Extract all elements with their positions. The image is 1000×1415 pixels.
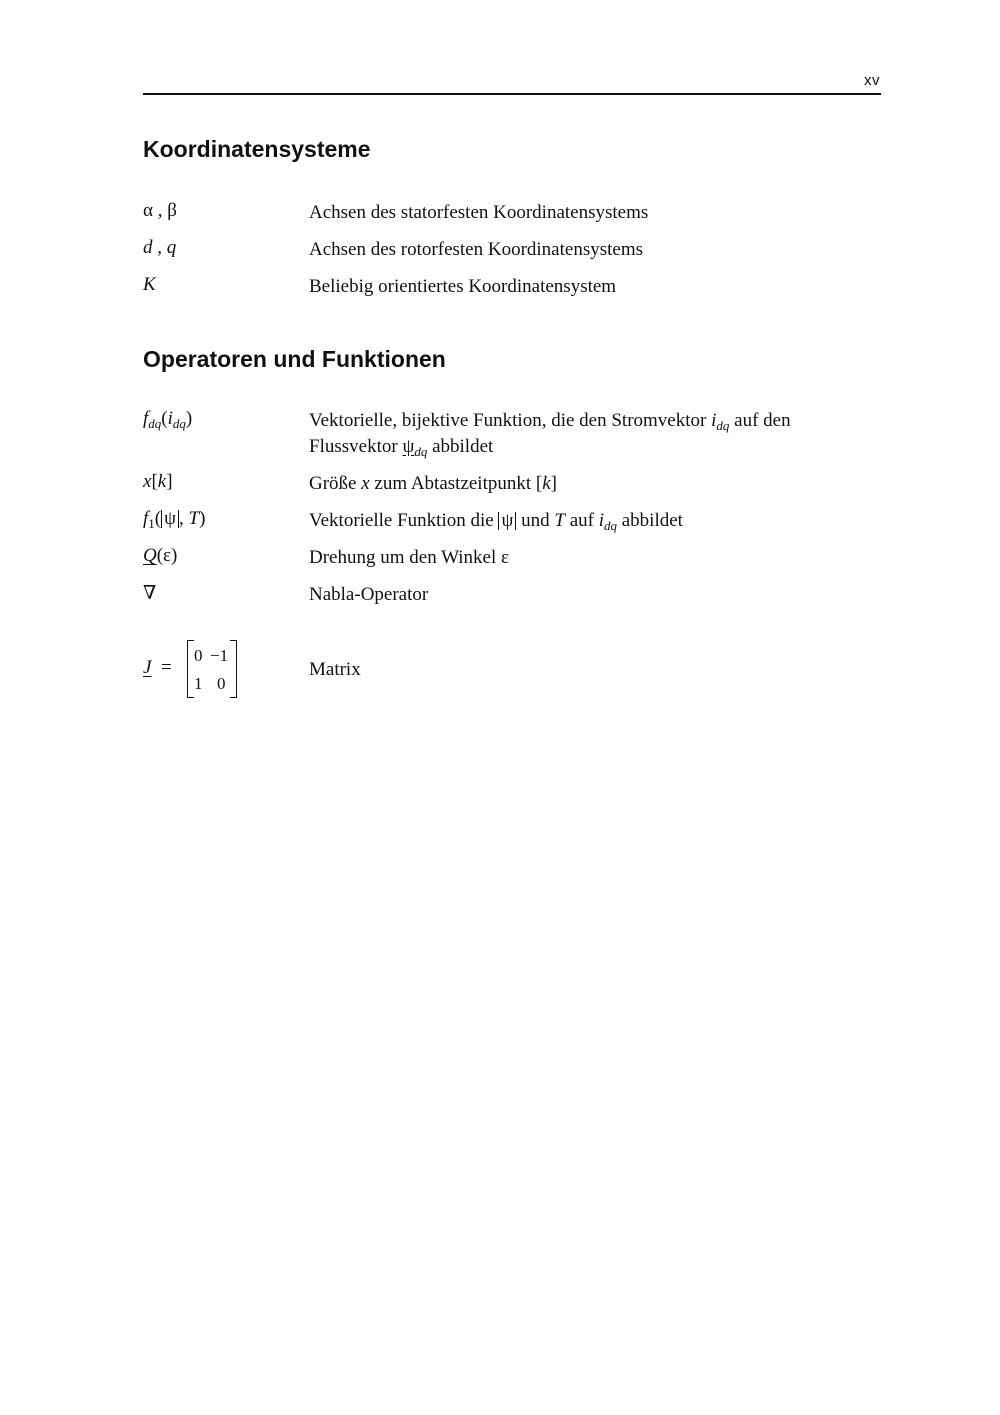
matrix-bracket bbox=[187, 640, 237, 698]
page-number: xv bbox=[864, 72, 880, 89]
entry-description: Vektorielle Funktion die ψ und T auf $i_{dq}$ abbildet bbox=[309, 510, 683, 533]
symbol-f1: $f_1$( ψ , T) bbox=[143, 508, 206, 531]
entry-description: Beliebig orientiertes Koordinatensystem bbox=[309, 276, 617, 297]
matrix-cell: −1 bbox=[210, 646, 229, 665]
header-rule bbox=[143, 93, 881, 95]
section-heading-koordinatensysteme: Koordinatensysteme bbox=[143, 136, 371, 162]
entry-description: Nabla-Operator bbox=[309, 584, 429, 605]
entry-description: Drehung um den Winkel ε bbox=[309, 547, 509, 568]
symbol-d-q: d , q bbox=[143, 237, 177, 258]
entry-description: Matrix bbox=[309, 659, 361, 680]
entry-description: Achsen des statorfesten Koordinatensystems bbox=[309, 202, 649, 223]
symbol-q-epsilon: Q(ε) bbox=[143, 545, 178, 566]
section-heading-operatoren: Operatoren und Funktionen bbox=[143, 346, 446, 372]
matrix-cell: 1 bbox=[194, 674, 203, 693]
symbol-f-dq: $f_{dq}(i_{dq})$ bbox=[143, 408, 193, 431]
entry-description: Achsen des rotorfesten Koordinatensystems bbox=[309, 239, 644, 260]
symbol-nabla: ∇ bbox=[143, 583, 157, 604]
matrix-cell: 0 bbox=[217, 674, 226, 693]
symbol-k: K bbox=[143, 274, 156, 295]
entry-description: Größe x zum Abtastzeitpunkt [k] bbox=[309, 473, 557, 494]
matrix-cell: 0 bbox=[194, 646, 203, 665]
symbol-x-k: x[k] bbox=[143, 471, 173, 492]
matrix-lhs: J = bbox=[143, 657, 172, 678]
entry-description: Vektorielle, bijektive Funktion, die den Stromvektor $i_{dq}$ auf den Flussvektor $\psi_{dq}$ abbildet bbox=[309, 410, 791, 459]
symbol-alpha-beta: α , β bbox=[143, 200, 177, 221]
